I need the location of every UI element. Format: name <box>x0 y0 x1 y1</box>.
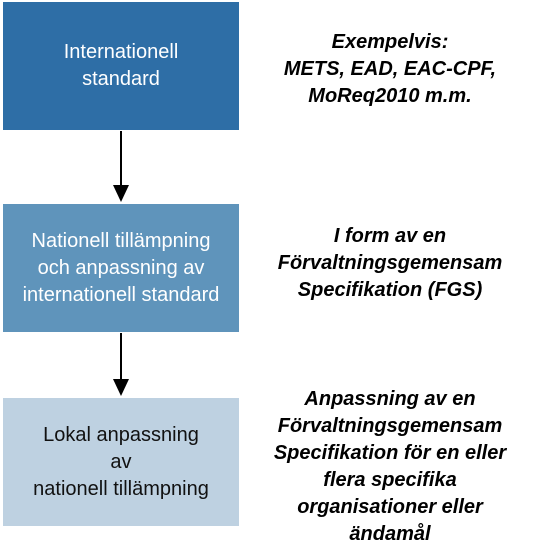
box-text-line: och anpassning av <box>37 256 205 279</box>
note-text-line: I form av en <box>333 225 447 247</box>
note-text-line: organisationer eller <box>297 496 483 518</box>
note-text-line: flera specifika <box>323 469 457 491</box>
arrow-down-icon <box>113 333 129 396</box>
note-text-line: Anpassning av en <box>304 388 476 410</box>
box-text-line: av <box>110 450 132 473</box>
note-text-line: Specifikation (FGS) <box>297 279 483 301</box>
box-text-line: Nationell tillämpning <box>31 229 211 252</box>
box-text-line: Internationell <box>63 41 179 63</box>
note-text-line: Förvaltningsgemensam <box>277 415 503 437</box>
fgs-note <box>245 223 535 304</box>
example-note <box>245 29 535 110</box>
arrow-down-icon <box>113 131 129 202</box>
note-text-line: Specifikation för en eller <box>273 442 507 464</box>
box-text-line: standard <box>82 68 160 90</box>
box-text-line: Lokal anpassning <box>43 423 199 446</box>
local-adaptation-note <box>245 386 535 548</box>
note-text-line: MoReq2010 m.m. <box>308 85 472 107</box>
note-text-line: ändamål <box>349 523 431 545</box>
note-text-line: METS, EAD, EAC-CPF, <box>283 58 497 80</box>
note-text-line: Förvaltningsgemensam <box>277 252 503 274</box>
note-text-line: Exempelvis: <box>331 31 449 53</box>
box-text-line: nationell tillämpning <box>33 477 209 500</box>
box-text-line: internationell standard <box>22 283 220 306</box>
